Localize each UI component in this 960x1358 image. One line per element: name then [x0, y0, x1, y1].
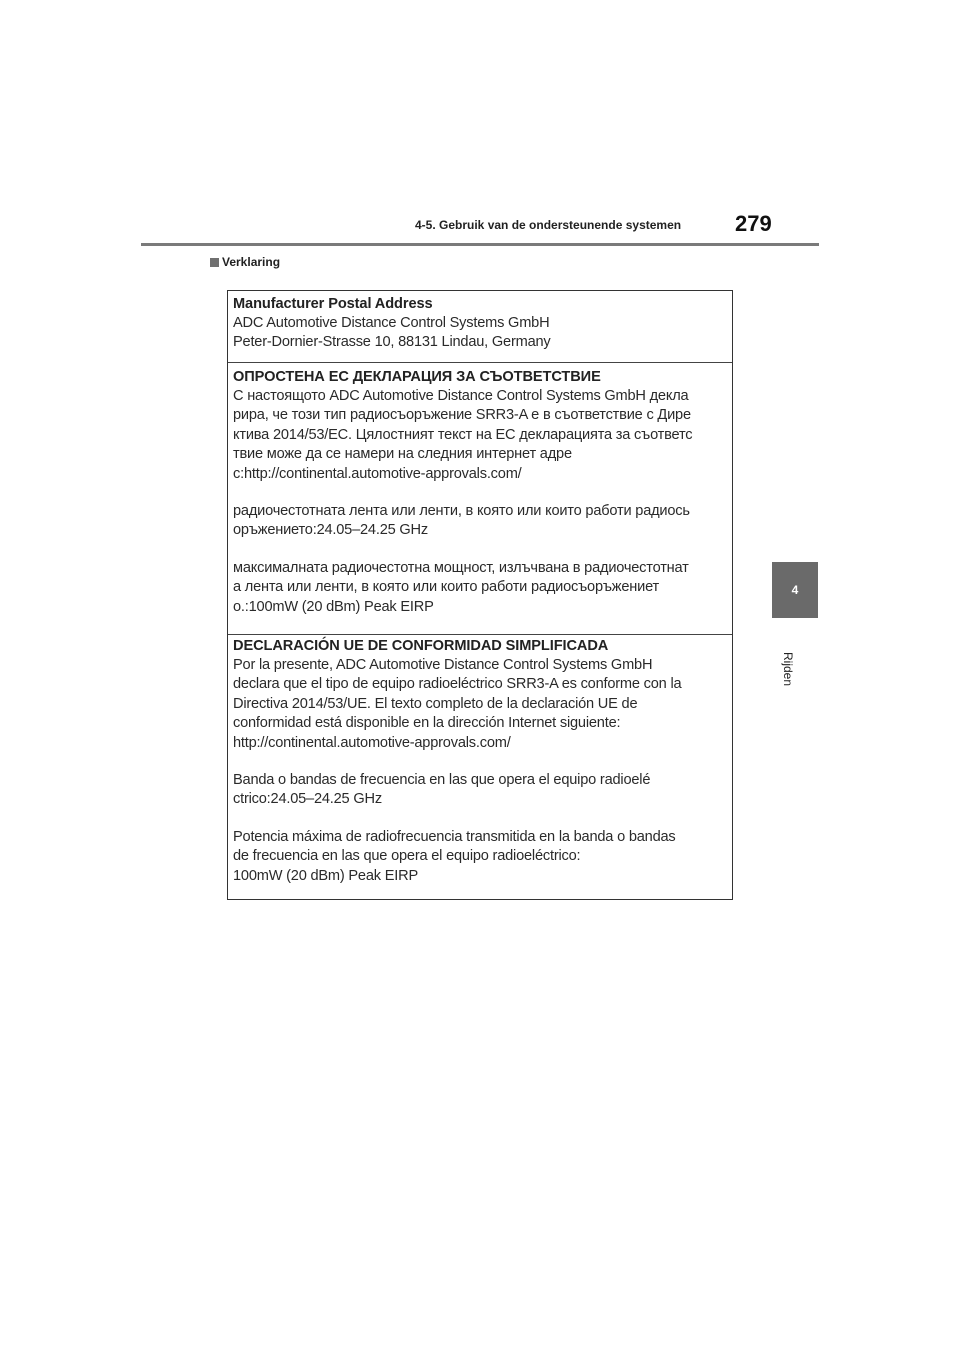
text-line: оръжението:24.05–24.25 GHz	[233, 522, 428, 539]
paragraph-gap	[233, 541, 729, 559]
text-line: declara que el tipo de equipo radioeléctrico SRR3-A es conforme con la	[233, 676, 682, 693]
text-line: о.:100mW (20 dBm) Peak EIRP	[233, 598, 434, 615]
block-title: DECLARACIÓN UE DE CONFORMIDAD SIMPLIFICADA	[233, 638, 609, 654]
text-line: максималната радиочестотна мощност, излъчвана в радиочестотнат	[233, 559, 689, 576]
page-number: 279	[735, 211, 772, 236]
text-line: Peter-Dornier-Strasse 10, 88131 Lindau, Germany	[233, 334, 551, 351]
text-line: c:http://continental.automotive-approvals.com/	[233, 465, 522, 482]
text-line: Potencia máxima de radiofrecuencia transmitida en la banda o bandas	[233, 828, 676, 845]
text-line: радиочестотната лента или ленти, в която или които работи радиось	[233, 503, 690, 520]
text-line: http://continental.automotive-approvals.com/	[233, 734, 511, 751]
text-line: Banda o bandas de frecuencia en las que opera el equipo radioelé	[233, 772, 651, 789]
square-bullet-icon	[210, 258, 219, 267]
text-line: de frecuencia en las que opera el equipo radioeléctrico:	[233, 848, 581, 865]
text-line: Directiva 2014/53/UE. El texto completo de la declaración UE de	[233, 695, 638, 712]
chapter-number: 4	[791, 583, 799, 597]
bulgarian-declaration-block	[228, 362, 732, 635]
text-line: ктива 2014/53/ЕС. Цялостният текст на ЕС декларацията за съответс	[233, 426, 693, 443]
text-line: Por la presente, ADC Automotive Distance Control Systems GmbH	[233, 657, 653, 673]
text-line: 100mW (20 dBm) Peak EIRP	[233, 867, 418, 884]
paragraph-gap	[233, 484, 729, 502]
declaration-box	[227, 290, 733, 900]
block-title: Manufacturer Postal Address	[233, 296, 433, 312]
spanish-declaration-block	[228, 634, 732, 899]
text-line: С настоящото ADC Automotive Distance Control Systems GmbH декла	[233, 388, 689, 404]
header-section-title: 4-5. Gebruik van de ondersteunende systemen	[415, 218, 682, 232]
text-line: conformidad está disponible en la dirección Internet siguiente:	[233, 715, 621, 732]
text-line: ADC Automotive Distance Control Systems GmbH	[233, 315, 550, 331]
paragraph-gap	[233, 810, 729, 828]
text-line: а лента или ленти, в която или които работи радиосъоръжениет	[233, 579, 659, 596]
text-line: твие може да се намери на следния интернет адре	[233, 446, 572, 463]
section-heading-text: Verklaring	[222, 255, 281, 269]
chapter-label: Rijden	[781, 652, 795, 687]
block-title: ОПРОСТЕНА ЕС ДЕКЛАРАЦИЯ ЗА СЪОТВЕТСТВИЕ	[233, 369, 601, 385]
manufacturer-address-block	[228, 291, 732, 362]
text-line: ctrico:24.05–24.25 GHz	[233, 791, 382, 808]
section-heading	[210, 255, 280, 269]
paragraph-gap	[233, 753, 729, 771]
chapter-tab	[772, 562, 818, 618]
text-line: рира, че този тип радиосъоръжение SRR3-A е в съответствие с Дире	[233, 407, 691, 424]
header-divider	[141, 243, 819, 246]
